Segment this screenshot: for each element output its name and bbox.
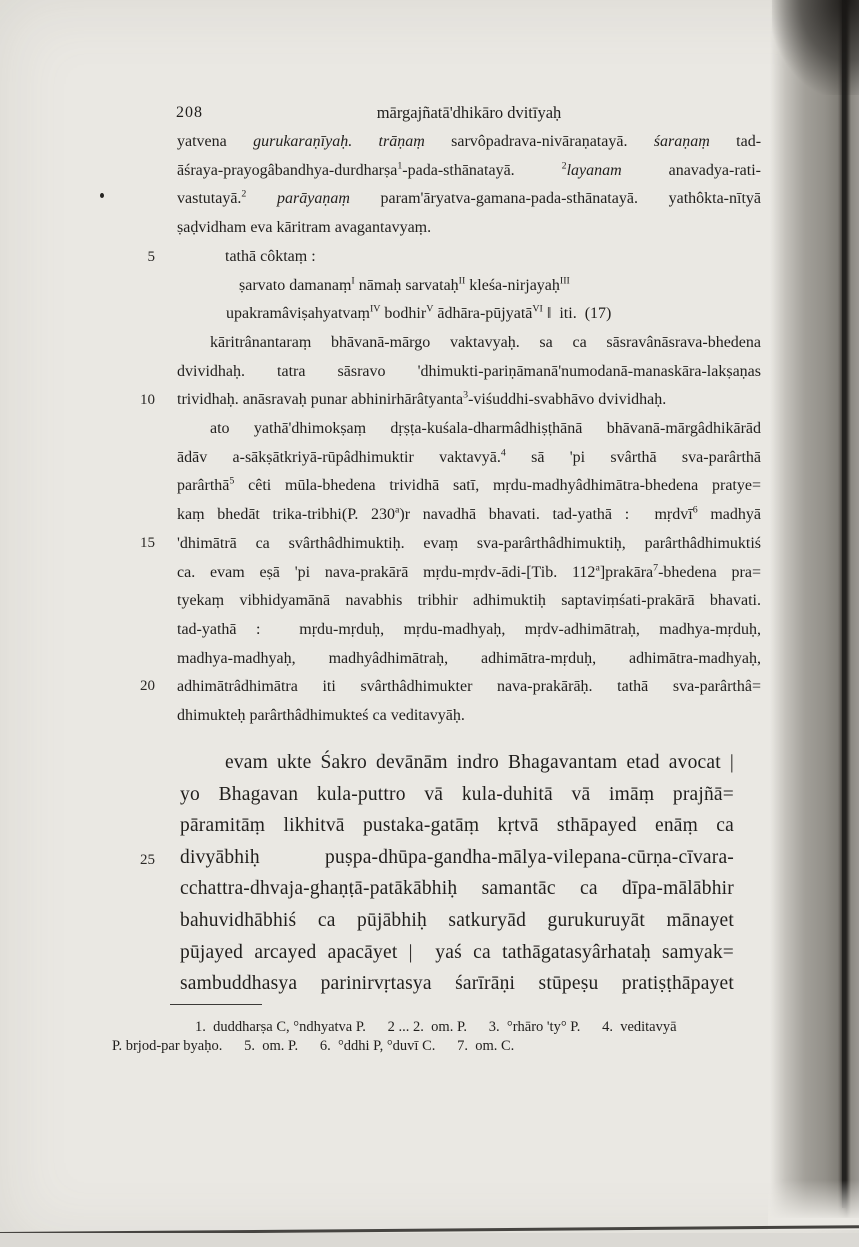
- text-line: āśraya-prayogâbandhya-durdharṣa$^1$-pada-sthānatayā. $^2$layanam anavadya-rati-: [177, 160, 761, 179]
- text-line: cchattra-dhvaja-ghaṇṭā-patākābhiḥ samantāc ca dīpa-mālābhir: [180, 878, 734, 900]
- text-line: yatvena gurukaraṇīyaḥ. trāṇaṃ sarvôpadrava-nivāraṇatayā. śaraṇaṃ tad-: [177, 133, 762, 150]
- text-line: 'dhimātrā ca svârthâdhimuktiḥ. evaṃ sva-parârthâdhimuktiḥ, parârthâdhimuktiś: [177, 534, 761, 552]
- line-number: 5: [147, 249, 155, 265]
- running-header: [177, 103, 761, 123]
- line-number: 15: [140, 535, 155, 551]
- footnote-line: 1. duddharṣa C, °ndhyatva P. 2 ... 2. om. P. 3. °rhāro 'ty° P. 4. veditavyā: [195, 1019, 677, 1035]
- text-line: sambuddhasya parinirvṛtasya śarīrāṇi stūpeṣu pratiṣṭhāpayet: [180, 973, 734, 995]
- footnote-line: P. brjod-par byaḥo. 5. om. P. 6. °ddhi P, °duvī C. 7. om. C.: [112, 1037, 515, 1054]
- text-line: bahuvidhābhiś ca pūjābhiḥ satkuryād gurukuruyāt mānayet: [180, 909, 734, 931]
- text-line: pūjayed arcayed apacāyet | yaś ca tathāgatasyârhataḥ samyak=: [180, 941, 734, 963]
- line-number: 20: [140, 678, 155, 694]
- text-line: tad-yathā : mṛdu-mṛduḥ, mṛdu-madhyaḥ, mṛdv-adhimātraḥ, madhya-mṛduḥ,: [177, 620, 761, 638]
- text-line: ṣaḍvidham eva kāritram avagantavyaṃ.: [177, 219, 432, 237]
- page-number: 208: [176, 104, 203, 121]
- line-number: 25: [140, 852, 155, 868]
- running-title: mārgajñatā'dhikāro dvitīyaḥ: [376, 103, 562, 122]
- text-line: pāramitāṃ likhitvā pustaka-gatāṃ kṛtvā sthāpayed enāṃ ca: [180, 815, 734, 837]
- footnote-separator: [170, 1004, 262, 1005]
- text-line: dhimukteḥ parârthâdhimukteś ca veditavyāḥ.: [177, 707, 465, 725]
- text-line: yo Bhagavan kula-puttro vā kula-duhitā vā imāṃ prajñā=: [180, 783, 734, 805]
- commentary-paragraph: [177, 128, 761, 731]
- text-line: ca. evam eṣā 'pi nava-prakārā mṛdu-mṛdv-ādi-[Tib. 112$^a$]prakāra$^7$-bhedena pra=: [177, 562, 761, 581]
- footnotes-block: [112, 1018, 780, 1056]
- text-line: vastutayā.$^2$ parāyaṇaṃ param'āryatva-gamana-pada-sthānatayā. yathôkta-nītyā: [177, 189, 761, 208]
- text-line: adhimātrâdhimātra iti svârthâdhimukter nava-prakārāḥ. tathā sva-parârthâ=: [177, 678, 761, 696]
- margin-speck: [100, 193, 104, 198]
- sutra-quotation-paragraph: [180, 747, 734, 1000]
- text-line: ato yathā'dhimokṣaṃ dṛṣṭa-kuśala-dharmâdhiṣṭhānā bhāvanā-mārgâdhikārād: [210, 420, 761, 438]
- text-line: dvividhaḥ. tatra sāsravo 'dhimukti-pariṇāmanā'numodanā-manaskāra-lakṣaṇas: [177, 362, 761, 380]
- text-line: evam ukte Śakro devānām indro Bhagavantam etad avocat |: [225, 752, 734, 773]
- text-line: ādāv a-sākṣātkriyā-rūpâdhimuktir vaktavyā.$^4$ sā 'pi svârthā sva-parârthā: [177, 447, 761, 466]
- text-line: tathā côktaṃ :: [225, 247, 316, 265]
- line-number: 10: [140, 392, 155, 408]
- text-line: ṣarvato damanaṃ$^I$ nāmaḥ sarvataḥ$^{II}$ kleśa-nirjayaḥ$^{III}$: [239, 275, 570, 294]
- text-line: trividhaḥ. anāsravaḥ punar abhinirhārâtyanta$^3$-viśuddhi-svabhāvo dvividhaḥ.: [177, 390, 667, 409]
- text-line: upakramâviṣahyatvaṃ$^{IV}$ bodhir$^V$ ādhāra-pūjyatā$^{VI}$ ‖ iti. (17): [226, 303, 612, 323]
- scan-gutter-line: [842, 0, 846, 1208]
- text-line: madhya-madhyaḥ, madhyâdhimātraḥ, adhimātra-mṛduḥ, adhimātra-madhyaḥ,: [177, 649, 761, 667]
- scan-background-strip: [0, 1233, 859, 1247]
- text-line: divyābhiḥ puṣpa-dhūpa-gandha-mālya-vilepana-cūrṇa-cīvara-: [180, 846, 734, 868]
- text-line: kaṃ bhedāt trika-tribhi(P. 230$^a$)r navadhā bhavati. tad-yathā : mṛdvī$^6$ madhyā: [177, 504, 761, 524]
- text-line: kāritrânantaraṃ bhāvanā-mārgo vaktavyaḥ. sa ca sāsravânāsrava-bhedena: [210, 333, 761, 351]
- text-line: parârthā$^5$ cêti mūla-bhedena trividhā satī, mṛdu-madhyâdhimātra-bhedena pratye=: [177, 476, 761, 495]
- text-line: tyekaṃ vibhidyamānā navabhis tribhir adhimuktiḥ saptaviṃśati-prakārā bhavati.: [177, 592, 761, 610]
- scan-gutter-fade: [768, 1180, 859, 1230]
- scan-corner-shadow: [772, 0, 859, 95]
